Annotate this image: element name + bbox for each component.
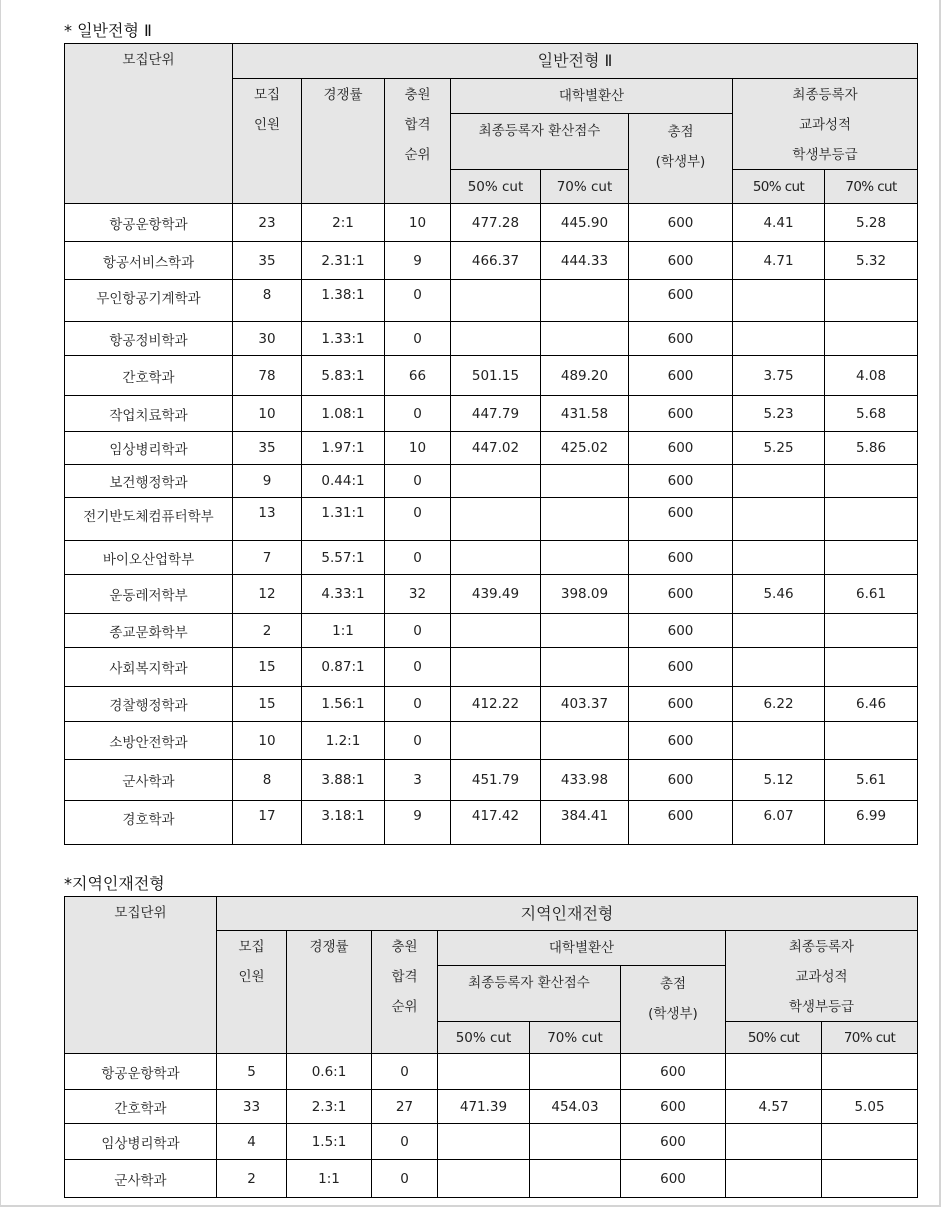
cell-ratio: 1.38:1 bbox=[302, 280, 385, 322]
cell-score-50cut: 466.37 bbox=[451, 242, 541, 280]
cell-score-50cut: 451.79 bbox=[451, 760, 541, 801]
section-title-regional-talent: *지역인재전형 bbox=[64, 874, 165, 893]
cell-score-70cut: 398.09 bbox=[541, 575, 629, 614]
cell-recruit: 15 bbox=[233, 648, 302, 687]
cell-recruit: 15 bbox=[233, 687, 302, 722]
header-grade-50cut: 50% cut bbox=[726, 1022, 822, 1054]
header-score-70cut: 70% cut bbox=[541, 170, 629, 204]
cell-grade-70cut: 5.05 bbox=[822, 1090, 918, 1124]
cell-score-50cut: 471.39 bbox=[438, 1090, 530, 1124]
cell-recruit: 9 bbox=[233, 465, 302, 498]
cell-recruit: 13 bbox=[233, 498, 302, 541]
cell-score-70cut bbox=[541, 465, 629, 498]
cell-grade-50cut: 5.46 bbox=[733, 575, 825, 614]
cell-waitlist: 0 bbox=[385, 648, 451, 687]
cell-total: 600 bbox=[629, 498, 733, 541]
header-final-conv-score: 최종등록자 환산점수 bbox=[451, 114, 629, 170]
header-univ-conversion: 대학별환산 bbox=[451, 79, 733, 114]
cell-grade-70cut: 6.61 bbox=[825, 575, 918, 614]
cell-score-50cut bbox=[451, 614, 541, 648]
cell-ratio: 1.31:1 bbox=[302, 498, 385, 541]
cell-ratio: 1.2:1 bbox=[302, 722, 385, 760]
cell-ratio: 1.33:1 bbox=[302, 322, 385, 356]
cell-score-70cut: 433.98 bbox=[541, 760, 629, 801]
cell-ratio: 1.08:1 bbox=[302, 396, 385, 432]
header-ratio: 경쟁률 bbox=[287, 931, 372, 1054]
cell-score-50cut bbox=[438, 1054, 530, 1090]
cell-total: 600 bbox=[629, 356, 733, 396]
cell-grade-50cut bbox=[726, 1124, 822, 1160]
cell-recruit: 35 bbox=[233, 432, 302, 465]
cell-grade-50cut bbox=[733, 722, 825, 760]
table-row bbox=[65, 396, 918, 432]
cell-grade-70cut bbox=[825, 722, 918, 760]
cell-grade-50cut bbox=[733, 465, 825, 498]
table-row bbox=[65, 648, 918, 687]
table-row bbox=[65, 1160, 918, 1198]
cell-waitlist: 0 bbox=[385, 614, 451, 648]
cell-total: 600 bbox=[621, 1054, 726, 1090]
header-grade-50cut: 50% cut bbox=[733, 170, 825, 204]
cell-unit: 작업치료학과 bbox=[65, 396, 233, 432]
cell-ratio: 1:1 bbox=[302, 614, 385, 648]
cell-total: 600 bbox=[621, 1124, 726, 1160]
cell-ratio: 0.87:1 bbox=[302, 648, 385, 687]
cell-score-50cut: 412.22 bbox=[451, 687, 541, 722]
cell-unit: 경호학과 bbox=[65, 801, 233, 845]
cell-grade-50cut bbox=[733, 541, 825, 575]
cell-waitlist: 0 bbox=[385, 541, 451, 575]
cell-recruit: 8 bbox=[233, 280, 302, 322]
cell-score-50cut bbox=[451, 465, 541, 498]
cell-grade-70cut bbox=[825, 498, 918, 541]
table-row bbox=[65, 322, 918, 356]
cell-grade-70cut bbox=[825, 465, 918, 498]
cell-score-50cut: 417.42 bbox=[451, 801, 541, 845]
cell-score-70cut: 403.37 bbox=[541, 687, 629, 722]
cell-ratio: 4.33:1 bbox=[302, 575, 385, 614]
cell-grade-50cut: 6.07 bbox=[733, 801, 825, 845]
cell-recruit: 10 bbox=[233, 396, 302, 432]
table-row bbox=[65, 432, 918, 465]
cell-unit: 보건행정학과 bbox=[65, 465, 233, 498]
cell-grade-50cut: 4.41 bbox=[733, 204, 825, 242]
header-univ-conversion: 대학별환산 bbox=[438, 931, 726, 966]
table-row bbox=[65, 204, 918, 242]
cell-unit: 군사학과 bbox=[65, 1160, 217, 1198]
cell-score-50cut: 477.28 bbox=[451, 204, 541, 242]
cell-unit: 항공서비스학과 bbox=[65, 242, 233, 280]
header-score-50cut: 50% cut bbox=[451, 170, 541, 204]
cell-unit: 임상병리학과 bbox=[65, 1124, 217, 1160]
cell-ratio: 0.44:1 bbox=[302, 465, 385, 498]
cell-score-50cut bbox=[451, 280, 541, 322]
header-score-70cut: 70% cut bbox=[530, 1022, 621, 1054]
cell-grade-50cut bbox=[733, 322, 825, 356]
cell-total: 600 bbox=[629, 204, 733, 242]
cell-recruit: 30 bbox=[233, 322, 302, 356]
cell-grade-70cut bbox=[825, 280, 918, 322]
table-row bbox=[65, 465, 918, 498]
cell-total: 600 bbox=[629, 280, 733, 322]
cell-ratio: 1.5:1 bbox=[287, 1124, 372, 1160]
cell-grade-70cut: 4.08 bbox=[825, 356, 918, 396]
cell-recruit: 12 bbox=[233, 575, 302, 614]
cell-ratio: 2.3:1 bbox=[287, 1090, 372, 1124]
cell-grade-70cut bbox=[825, 322, 918, 356]
cell-grade-50cut bbox=[733, 280, 825, 322]
cell-score-70cut bbox=[530, 1054, 621, 1090]
cell-grade-70cut bbox=[825, 614, 918, 648]
cell-recruit: 8 bbox=[233, 760, 302, 801]
cell-recruit: 2 bbox=[233, 614, 302, 648]
admission-table-regional-talent bbox=[64, 896, 918, 1198]
header-waitlist: 충원 합격 순위 bbox=[385, 79, 451, 204]
cell-ratio: 3.18:1 bbox=[302, 801, 385, 845]
cell-ratio: 1.56:1 bbox=[302, 687, 385, 722]
cell-unit: 운동레저학부 bbox=[65, 575, 233, 614]
cell-unit: 무인항공기계학과 bbox=[65, 280, 233, 322]
cell-score-70cut: 489.20 bbox=[541, 356, 629, 396]
cell-total: 600 bbox=[629, 722, 733, 760]
cell-ratio: 5.83:1 bbox=[302, 356, 385, 396]
cell-total: 600 bbox=[629, 432, 733, 465]
cell-grade-70cut bbox=[822, 1160, 918, 1198]
cell-score-50cut bbox=[451, 322, 541, 356]
cell-score-50cut: 447.79 bbox=[451, 396, 541, 432]
cell-grade-50cut bbox=[726, 1054, 822, 1090]
cell-recruit: 4 bbox=[217, 1124, 287, 1160]
cell-waitlist: 0 bbox=[385, 722, 451, 760]
table-row bbox=[65, 722, 918, 760]
header-unit: 모집단위 bbox=[65, 897, 217, 1054]
cell-waitlist: 0 bbox=[385, 396, 451, 432]
header-final-grade: 최종등록자 교과성적 학생부등급 bbox=[726, 931, 918, 1022]
cell-total: 600 bbox=[629, 465, 733, 498]
cell-recruit: 33 bbox=[217, 1090, 287, 1124]
cell-recruit: 17 bbox=[233, 801, 302, 845]
cell-score-50cut bbox=[438, 1160, 530, 1198]
cell-grade-50cut: 6.22 bbox=[733, 687, 825, 722]
table-row bbox=[65, 498, 918, 541]
cell-recruit: 2 bbox=[217, 1160, 287, 1198]
cell-waitlist: 3 bbox=[385, 760, 451, 801]
header-unit: 모집단위 bbox=[65, 44, 233, 204]
cell-score-50cut bbox=[438, 1124, 530, 1160]
cell-unit: 종교문화학부 bbox=[65, 614, 233, 648]
header-grade-70cut: 70% cut bbox=[825, 170, 918, 204]
cell-score-70cut: 454.03 bbox=[530, 1090, 621, 1124]
cell-total: 600 bbox=[629, 575, 733, 614]
cell-grade-70cut bbox=[822, 1054, 918, 1090]
cell-grade-70cut: 5.32 bbox=[825, 242, 918, 280]
cell-grade-50cut bbox=[733, 648, 825, 687]
admission-table-general-2 bbox=[64, 43, 918, 845]
cell-score-70cut bbox=[541, 498, 629, 541]
cell-score-50cut: 501.15 bbox=[451, 356, 541, 396]
cell-waitlist: 32 bbox=[385, 575, 451, 614]
header-score-50cut: 50% cut bbox=[438, 1022, 530, 1054]
table-row bbox=[65, 280, 918, 322]
cell-score-70cut bbox=[541, 280, 629, 322]
cell-unit: 간호학과 bbox=[65, 1090, 217, 1124]
header-grade-70cut: 70% cut bbox=[822, 1022, 918, 1054]
cell-waitlist: 0 bbox=[372, 1054, 438, 1090]
table-row bbox=[65, 1090, 918, 1124]
header-ratio: 경쟁률 bbox=[302, 79, 385, 204]
cell-total: 600 bbox=[629, 687, 733, 722]
section-title-general-2: * 일반전형 Ⅱ bbox=[64, 21, 152, 40]
cell-waitlist: 66 bbox=[385, 356, 451, 396]
table-row bbox=[65, 541, 918, 575]
cell-ratio: 0.6:1 bbox=[287, 1054, 372, 1090]
cell-score-50cut bbox=[451, 648, 541, 687]
table-row bbox=[65, 760, 918, 801]
header-final-conv-score: 최종등록자 환산점수 bbox=[438, 966, 621, 1022]
cell-unit: 임상병리학과 bbox=[65, 432, 233, 465]
table-row bbox=[65, 1054, 918, 1090]
cell-grade-70cut bbox=[825, 648, 918, 687]
cell-waitlist: 10 bbox=[385, 432, 451, 465]
cell-grade-70cut bbox=[822, 1124, 918, 1160]
cell-grade-50cut bbox=[733, 614, 825, 648]
table-row bbox=[65, 614, 918, 648]
cell-recruit: 5 bbox=[217, 1054, 287, 1090]
cell-unit: 경찰행정학과 bbox=[65, 687, 233, 722]
cell-ratio: 5.57:1 bbox=[302, 541, 385, 575]
table-body bbox=[65, 1054, 918, 1198]
cell-grade-70cut bbox=[825, 541, 918, 575]
cell-grade-50cut: 4.57 bbox=[726, 1090, 822, 1124]
cell-total: 600 bbox=[621, 1090, 726, 1124]
cell-score-70cut bbox=[541, 648, 629, 687]
cell-recruit: 10 bbox=[233, 722, 302, 760]
cell-waitlist: 0 bbox=[385, 322, 451, 356]
cell-score-70cut bbox=[541, 614, 629, 648]
cell-waitlist: 9 bbox=[385, 242, 451, 280]
cell-grade-70cut: 6.46 bbox=[825, 687, 918, 722]
cell-score-70cut: 384.41 bbox=[541, 801, 629, 845]
cell-grade-50cut: 5.25 bbox=[733, 432, 825, 465]
cell-grade-50cut: 5.23 bbox=[733, 396, 825, 432]
cell-unit: 항공운항학과 bbox=[65, 204, 233, 242]
cell-total: 600 bbox=[629, 322, 733, 356]
cell-total: 600 bbox=[629, 242, 733, 280]
cell-total: 600 bbox=[629, 396, 733, 432]
cell-total: 600 bbox=[629, 541, 733, 575]
cell-waitlist: 0 bbox=[372, 1124, 438, 1160]
cell-unit: 사회복지학과 bbox=[65, 648, 233, 687]
cell-waitlist: 0 bbox=[372, 1160, 438, 1198]
cell-total: 600 bbox=[629, 648, 733, 687]
cell-score-70cut bbox=[541, 722, 629, 760]
header-group: 지역인재전형 bbox=[217, 897, 918, 931]
table-row bbox=[65, 687, 918, 722]
cell-waitlist: 0 bbox=[385, 280, 451, 322]
table-body bbox=[65, 204, 918, 845]
header-final-grade: 최종등록자 교과성적 학생부등급 bbox=[733, 79, 918, 170]
table-row bbox=[65, 1124, 918, 1160]
header-group: 일반전형 Ⅱ bbox=[233, 44, 918, 79]
cell-recruit: 23 bbox=[233, 204, 302, 242]
cell-total: 600 bbox=[629, 760, 733, 801]
header-waitlist: 충원 합격 순위 bbox=[372, 931, 438, 1054]
cell-grade-50cut bbox=[733, 498, 825, 541]
cell-total: 600 bbox=[629, 801, 733, 845]
table-row bbox=[65, 801, 918, 845]
cell-score-70cut bbox=[541, 541, 629, 575]
cell-score-70cut bbox=[541, 322, 629, 356]
cell-grade-50cut: 5.12 bbox=[733, 760, 825, 801]
cell-ratio: 2:1 bbox=[302, 204, 385, 242]
cell-grade-70cut: 5.68 bbox=[825, 396, 918, 432]
cell-score-50cut: 439.49 bbox=[451, 575, 541, 614]
cell-recruit: 35 bbox=[233, 242, 302, 280]
cell-grade-70cut: 6.99 bbox=[825, 801, 918, 845]
cell-grade-70cut: 5.28 bbox=[825, 204, 918, 242]
cell-waitlist: 9 bbox=[385, 801, 451, 845]
cell-score-70cut: 425.02 bbox=[541, 432, 629, 465]
header-recruit: 모집 인원 bbox=[217, 931, 287, 1054]
cell-unit: 군사학과 bbox=[65, 760, 233, 801]
cell-ratio: 2.31:1 bbox=[302, 242, 385, 280]
cell-waitlist: 10 bbox=[385, 204, 451, 242]
table-row bbox=[65, 242, 918, 280]
cell-score-70cut: 444.33 bbox=[541, 242, 629, 280]
cell-grade-50cut: 3.75 bbox=[733, 356, 825, 396]
cell-waitlist: 27 bbox=[372, 1090, 438, 1124]
cell-recruit: 7 bbox=[233, 541, 302, 575]
cell-unit: 항공운항학과 bbox=[65, 1054, 217, 1090]
cell-score-50cut bbox=[451, 541, 541, 575]
cell-total: 600 bbox=[629, 614, 733, 648]
cell-grade-50cut: 4.71 bbox=[733, 242, 825, 280]
cell-score-70cut: 431.58 bbox=[541, 396, 629, 432]
cell-score-70cut bbox=[530, 1124, 621, 1160]
cell-unit: 소방안전학과 bbox=[65, 722, 233, 760]
cell-unit: 항공정비학과 bbox=[65, 322, 233, 356]
cell-waitlist: 0 bbox=[385, 687, 451, 722]
cell-waitlist: 0 bbox=[385, 465, 451, 498]
table-row bbox=[65, 356, 918, 396]
cell-score-50cut: 447.02 bbox=[451, 432, 541, 465]
cell-grade-50cut bbox=[726, 1160, 822, 1198]
header-recruit: 모집 인원 bbox=[233, 79, 302, 204]
cell-ratio: 1.97:1 bbox=[302, 432, 385, 465]
cell-recruit: 78 bbox=[233, 356, 302, 396]
cell-score-50cut bbox=[451, 498, 541, 541]
cell-score-70cut bbox=[530, 1160, 621, 1198]
cell-grade-70cut: 5.61 bbox=[825, 760, 918, 801]
header-total: 총점 (학생부) bbox=[621, 966, 726, 1054]
cell-score-50cut bbox=[451, 722, 541, 760]
cell-unit: 바이오산업학부 bbox=[65, 541, 233, 575]
header-total: 총점 (학생부) bbox=[629, 114, 733, 204]
cell-waitlist: 0 bbox=[385, 498, 451, 541]
cell-ratio: 3.88:1 bbox=[302, 760, 385, 801]
cell-ratio: 1:1 bbox=[287, 1160, 372, 1198]
cell-unit: 간호학과 bbox=[65, 356, 233, 396]
cell-score-70cut: 445.90 bbox=[541, 204, 629, 242]
cell-total: 600 bbox=[621, 1160, 726, 1198]
table-row bbox=[65, 575, 918, 614]
cell-grade-70cut: 5.86 bbox=[825, 432, 918, 465]
cell-unit: 전기반도체컴퓨터학부 bbox=[65, 498, 233, 541]
